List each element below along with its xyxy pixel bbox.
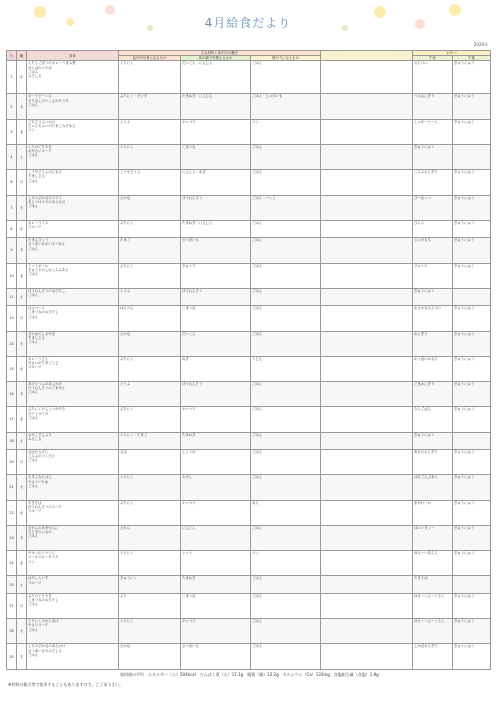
table-row bbox=[7, 61, 491, 94]
yellow-cell: ごはん bbox=[251, 407, 321, 432]
blank-cell bbox=[321, 331, 413, 356]
red-cell: ぶたにく bbox=[119, 407, 181, 432]
dow-cell: 水 bbox=[17, 61, 27, 94]
blank-cell bbox=[321, 525, 413, 550]
menu-cell: ちきんなんばん やさいいため ごはん bbox=[27, 475, 119, 500]
table-row bbox=[7, 94, 491, 119]
snack-am-cell: おうぼいおもち bbox=[413, 356, 453, 381]
menu-cell: カレーライス フルーツ bbox=[27, 220, 119, 237]
blank-cell bbox=[321, 119, 413, 144]
menu-cell: あげとうふのあんかけ ほうれんそうのごまあえ ごはん bbox=[27, 382, 119, 407]
snack-pm-cell bbox=[453, 576, 491, 593]
blank-cell bbox=[321, 306, 413, 331]
snack-pm-cell: ぎゅうにゅう bbox=[453, 94, 491, 119]
col-snack: おやつ bbox=[413, 51, 491, 56]
dow-cell: 月 bbox=[17, 593, 27, 618]
yellow-cell: ごはん・パンこ bbox=[251, 195, 321, 220]
yellow-cell: パン bbox=[251, 551, 321, 576]
yellow-cell: ごはん bbox=[251, 382, 321, 407]
col-snack-am: 午前 bbox=[413, 56, 453, 61]
green-cell: たまねぎ bbox=[181, 576, 251, 593]
col-group-title: 主な材料と体内での働き bbox=[119, 51, 321, 56]
snack-am-cell: フルーツ bbox=[413, 263, 453, 288]
snack-am-cell: ごまおにぎり bbox=[413, 382, 453, 407]
snack-am-cell: ゆるーつよーぐると bbox=[413, 619, 453, 644]
red-cell: とうふ bbox=[119, 119, 181, 144]
menu-cell: カレーうどん やさいのたまごとじ フルーツ bbox=[27, 356, 119, 381]
dow-cell: 水 bbox=[17, 356, 27, 381]
red-cell: はんぺん bbox=[119, 306, 181, 331]
menu-cell: とりのてりやき おやさいスープ ごはん bbox=[27, 145, 119, 170]
table-row bbox=[7, 525, 491, 550]
dow-cell: 月 bbox=[17, 450, 27, 475]
day-cell: 7 bbox=[7, 195, 17, 220]
green-cell: ほうれんそう bbox=[181, 382, 251, 407]
green-cell: ほうれんそう bbox=[181, 288, 251, 305]
dow-cell: 木 bbox=[17, 94, 27, 119]
table-row bbox=[7, 288, 491, 305]
green-cell: だいこん・にんじん bbox=[181, 61, 251, 94]
snack-pm-cell: ぎゅうにゅう bbox=[453, 551, 491, 576]
day-cell: 11 bbox=[7, 288, 17, 305]
blank-cell bbox=[321, 94, 413, 119]
col-red: 血や肉や骨になるもの bbox=[119, 56, 181, 61]
snack-am-cell: はいいきくー bbox=[413, 525, 453, 550]
day-cell: 17 bbox=[7, 407, 17, 432]
snack-pm-cell bbox=[453, 145, 491, 170]
snack-pm-cell: ぎゅうにゅう bbox=[453, 500, 491, 525]
blank-cell bbox=[321, 450, 413, 475]
table-row bbox=[7, 432, 491, 449]
green-cell: こまつな bbox=[181, 145, 251, 170]
dow-cell: 月 bbox=[17, 170, 27, 195]
notice-text: ※材料の都合等で変更することもありますので、ご了承下さい。 bbox=[8, 682, 124, 687]
green-cell: キャベツ bbox=[181, 500, 251, 525]
snack-am-cell: しかぼおにぎり bbox=[413, 644, 453, 670]
blank-cell bbox=[321, 432, 413, 449]
menu-cell: たまんぴょう さつまいものいそべあえ ごはん bbox=[27, 238, 119, 263]
snack-am-cell: しゃがーとーと bbox=[413, 119, 453, 144]
blank-cell bbox=[321, 576, 413, 593]
blank-cell bbox=[321, 263, 413, 288]
snack-pm-cell: ぎゅうにゅう bbox=[453, 593, 491, 618]
snack-am-cell: ぎゅうにゅう bbox=[413, 288, 453, 305]
yellow-cell: ごはん bbox=[251, 619, 321, 644]
red-cell: さかな bbox=[119, 331, 181, 356]
snack-pm-cell: ぎゅうにゅう bbox=[453, 331, 491, 356]
snack-am-cell: あさのおにぎり bbox=[413, 450, 453, 475]
menu-table bbox=[6, 50, 491, 670]
yellow-cell: ごはん bbox=[251, 170, 321, 195]
snack-pm-cell: ぎゅうにゅう bbox=[453, 306, 491, 331]
snack-pm-cell bbox=[453, 288, 491, 305]
red-cell: とりにく bbox=[119, 551, 181, 576]
dow-cell: 火 bbox=[17, 619, 27, 644]
snack-pm-cell: ぎゅうにゅう bbox=[453, 61, 491, 94]
red-cell: ぎゅうにく bbox=[119, 576, 181, 593]
nutrition-footer: 第四週の平均 エネルギー（エ）504kcal たんぱく質（た）17.1g 脂質（脂）12.2g カルシウム（Ca）133mg 食塩相当量（食塩）1.9g bbox=[120, 672, 379, 677]
snack-pm-cell: ぎゅうにゅう bbox=[453, 525, 491, 550]
menu-cell: ぶりのてりやき こまつなのおひたし ごはん bbox=[27, 593, 119, 618]
table-row bbox=[7, 119, 491, 144]
green-cell: ねぎ bbox=[181, 356, 251, 381]
green-cell: ほうれんそう bbox=[181, 195, 251, 220]
red-cell: こうやどうふ bbox=[119, 170, 181, 195]
green-cell: たまねぎ・にんじん bbox=[181, 220, 251, 237]
red-cell: ぶたにく bbox=[119, 220, 181, 237]
red-cell: さば bbox=[119, 450, 181, 475]
blank-cell bbox=[321, 407, 413, 432]
day-cell: 24 bbox=[7, 551, 17, 576]
blank-cell bbox=[321, 145, 413, 170]
day-cell: 8 bbox=[7, 220, 17, 237]
day-cell: 14 bbox=[7, 331, 17, 356]
green-cell: キャベツ bbox=[181, 619, 251, 644]
day-cell: 2 bbox=[7, 94, 17, 119]
yellow-cell: ごはん bbox=[251, 306, 321, 331]
menu-cell: しろみざかなのあんかけ さつまいものみそしる ごはん bbox=[27, 644, 119, 670]
green-cell: キャベツ bbox=[181, 119, 251, 144]
green-cell: こまつな bbox=[181, 306, 251, 331]
menu-cell: ほうれんそうのおひたし ごはん bbox=[27, 288, 119, 305]
dow-cell: 火 bbox=[17, 195, 27, 220]
day-cell: 23 bbox=[7, 525, 17, 550]
blank-cell bbox=[321, 288, 413, 305]
day-cell: 28 bbox=[7, 619, 17, 644]
menu-cell: しろみざかなのフライ あじつけのりのあえもの ごはん bbox=[27, 195, 119, 220]
snack-pm-cell: ぎゅうにゅう bbox=[453, 475, 491, 500]
day-cell: 30 bbox=[7, 644, 17, 670]
red-cell: ぶたにく bbox=[119, 500, 181, 525]
day-cell: 25 bbox=[7, 576, 17, 593]
blank-cell bbox=[321, 475, 413, 500]
yellow-cell: パン bbox=[251, 119, 321, 144]
menu-cell: とりにくのからあげ やさいスープ ごはん bbox=[27, 619, 119, 644]
yellow-cell: ごはん bbox=[251, 593, 321, 618]
green-cell: さつまいも bbox=[181, 238, 251, 263]
day-cell: 27 bbox=[7, 593, 17, 618]
green-cell: たまねぎ bbox=[181, 432, 251, 449]
red-cell: ぶり bbox=[119, 593, 181, 618]
dow-cell: 土 bbox=[17, 288, 27, 305]
snack-am-cell: おさかなせんべい bbox=[413, 306, 453, 331]
yellow-cell: ごはん bbox=[251, 288, 321, 305]
day-cell: 10 bbox=[7, 263, 17, 288]
menu-cell: さかなのしおやき すましじる ごはん bbox=[27, 331, 119, 356]
day-cell: 21 bbox=[7, 475, 17, 500]
day-cell: 9 bbox=[7, 238, 17, 263]
blank-cell bbox=[321, 238, 413, 263]
dow-cell: 火 bbox=[17, 475, 27, 500]
yellow-cell: ごはん bbox=[251, 576, 321, 593]
menu-cell: はやしらいす フルーツ bbox=[27, 576, 119, 593]
col-dow: 曜 bbox=[17, 51, 27, 61]
yellow-cell: ごはん bbox=[251, 238, 321, 263]
blank-cell bbox=[321, 356, 413, 381]
yellow-cell: ごはん bbox=[251, 525, 321, 550]
yellow-cell: ごはん bbox=[251, 145, 321, 170]
table-row bbox=[7, 238, 491, 263]
table-row bbox=[7, 170, 491, 195]
dow-cell: 土 bbox=[17, 145, 27, 170]
table-row bbox=[7, 644, 491, 670]
dow-cell: 金 bbox=[17, 551, 27, 576]
table-row bbox=[7, 500, 491, 525]
dow-cell: 土 bbox=[17, 576, 27, 593]
yellow-cell: ごはん bbox=[251, 475, 321, 500]
menu-cell: さばのみそに こんぶのつくだに ごはん bbox=[27, 450, 119, 475]
table-row bbox=[7, 382, 491, 407]
yellow-cell: ごはん bbox=[251, 450, 321, 475]
table-row bbox=[7, 145, 491, 170]
red-cell: とうふ bbox=[119, 288, 181, 305]
table-row bbox=[7, 450, 491, 475]
snack-pm-cell: ぎゅうにゅう bbox=[453, 619, 491, 644]
menu-cell: ぶたにくのしょうがやき ポテトサラダ ごはん bbox=[27, 407, 119, 432]
dow-cell: 水 bbox=[17, 500, 27, 525]
snack-pm-cell bbox=[453, 432, 491, 449]
table-row bbox=[7, 407, 491, 432]
snack-am-cell: ぴーなっつ bbox=[413, 195, 453, 220]
table-row bbox=[7, 551, 491, 576]
dow-cell: 木 bbox=[17, 238, 27, 263]
green-cell: さつまいも bbox=[181, 644, 251, 670]
snack-pm-cell: ぎゅうにゅう bbox=[453, 170, 491, 195]
menu-cell: チキンのトマトに コールスローサラダ パン bbox=[27, 551, 119, 576]
blank-cell bbox=[321, 220, 413, 237]
yellow-cell: ごはん bbox=[251, 263, 321, 288]
yellow-cell: ごはん bbox=[251, 644, 321, 670]
green-cell: にんじん bbox=[181, 525, 251, 550]
menu-cell: とりとごぼうのカレーうまみ煮 かんぱのいため ごはん みそしる bbox=[27, 61, 119, 94]
snack-am-cell: まぜわーお bbox=[413, 500, 453, 525]
day-cell: 13 bbox=[7, 306, 17, 331]
day-cell: 18 bbox=[7, 432, 17, 449]
red-cell: さかな bbox=[119, 195, 181, 220]
dow-cell: 木 bbox=[17, 644, 27, 670]
col-menu: 昼食 bbox=[27, 51, 119, 61]
col-green: 体の調子を整えるもの bbox=[181, 56, 251, 61]
day-cell: 4 bbox=[7, 145, 17, 170]
snack-am-cell: りんごぱん bbox=[413, 407, 453, 432]
menu-cell: ミートボール きゅうりのしおこんぶあえ ごはん bbox=[27, 263, 119, 288]
red-cell: とりにく bbox=[119, 145, 181, 170]
red-cell: とりにく・たまご bbox=[119, 432, 181, 449]
page-title: 4月給食だより bbox=[204, 16, 292, 30]
menu-cell: こうやどうふのにもの すましじる ごはん bbox=[27, 170, 119, 195]
red-cell: とりにく bbox=[119, 619, 181, 644]
blank-cell bbox=[321, 644, 413, 670]
dow-cell: 月 bbox=[17, 306, 27, 331]
dow-cell: 土 bbox=[17, 432, 27, 449]
day-cell: 22 bbox=[7, 500, 17, 525]
snack-pm-cell: ぎゅうにゅう bbox=[453, 263, 491, 288]
table-row bbox=[7, 356, 491, 381]
col-yellow: 熱や力になるもの bbox=[251, 56, 321, 61]
dow-cell: 金 bbox=[17, 119, 27, 144]
table-row bbox=[7, 593, 491, 618]
snack-am-cell: こんぶおにぎり bbox=[413, 170, 453, 195]
day-cell: 3 bbox=[7, 119, 17, 144]
snack-am-cell: やきそば bbox=[413, 576, 453, 593]
red-cell: さかな bbox=[119, 644, 181, 670]
red-cell: さわら bbox=[119, 525, 181, 550]
menu-cell: ごちそうぶっかけ ちゃんちゃいのたまごみそあえ パン bbox=[27, 119, 119, 144]
yellow-cell: ごはん bbox=[251, 331, 321, 356]
menu-cell: おやこどんぶり みそしる bbox=[27, 432, 119, 449]
snack-pm-cell: ぎゅうにゅう bbox=[453, 119, 491, 144]
day-cell: 16 bbox=[7, 382, 17, 407]
table-row bbox=[7, 331, 491, 356]
blank-cell bbox=[321, 382, 413, 407]
table-row bbox=[7, 263, 491, 288]
snack-pm-cell: ぎゅうにゅう bbox=[453, 238, 491, 263]
blank-cell bbox=[321, 619, 413, 644]
snack-am-cell: つるおにぎり bbox=[413, 94, 453, 119]
yellow-cell: めん bbox=[251, 500, 321, 525]
table-row bbox=[7, 195, 491, 220]
blank-cell bbox=[321, 500, 413, 525]
snack-am-cell: おにぎり bbox=[413, 331, 453, 356]
snack-pm-cell: ぎゅうにゅう bbox=[453, 407, 491, 432]
snack-am-cell: はなごんぶまん bbox=[413, 475, 453, 500]
green-cell: にんじん・ねぎ bbox=[181, 170, 251, 195]
menu-cell: さわらのあまからに ひじきのにもの ごはん bbox=[27, 525, 119, 550]
table-row bbox=[7, 619, 491, 644]
green-cell: きゅうり bbox=[181, 263, 251, 288]
snack-am-cell: ゆるーつよーぐると bbox=[413, 593, 453, 618]
green-cell: しょうが bbox=[181, 450, 251, 475]
dow-cell: 水 bbox=[17, 220, 27, 237]
day-cell: 6 bbox=[7, 170, 17, 195]
col-day: 日 bbox=[7, 51, 17, 61]
dow-cell: 金 bbox=[17, 407, 27, 432]
snack-am-cell: ぎゅうにゅう bbox=[413, 432, 453, 449]
year-label: 2020年 bbox=[473, 42, 488, 47]
menu-rows bbox=[7, 61, 491, 670]
green-cell: たまねぎ・にんじん bbox=[181, 94, 251, 119]
day-cell: 15 bbox=[7, 356, 17, 381]
green-cell: トマト bbox=[181, 551, 251, 576]
green-cell: キャベツ bbox=[181, 407, 251, 432]
col-blank bbox=[321, 51, 413, 61]
table-row bbox=[7, 306, 491, 331]
red-cell: とりにく bbox=[119, 61, 181, 94]
red-cell: とりにく bbox=[119, 475, 181, 500]
day-cell: 1 bbox=[7, 61, 17, 94]
green-cell: こまつな bbox=[181, 593, 251, 618]
menu-cell: やきそば ほうれんそうのスープ フルーツ bbox=[27, 500, 119, 525]
table-row bbox=[7, 475, 491, 500]
red-cell: ぶたにく・だいず bbox=[119, 94, 181, 119]
yellow-cell: ごはん bbox=[251, 61, 321, 94]
dow-cell: 火 bbox=[17, 331, 27, 356]
dow-cell: 木 bbox=[17, 525, 27, 550]
dow-cell: 金 bbox=[17, 263, 27, 288]
snack-pm-cell: ぎゅうにゅう bbox=[453, 382, 491, 407]
col-snack-pm: 午後 bbox=[453, 56, 491, 61]
table-row bbox=[7, 576, 491, 593]
red-cell: ぶたにく bbox=[119, 356, 181, 381]
green-cell: だいこん bbox=[181, 331, 251, 356]
yellow-cell: うどん bbox=[251, 356, 321, 381]
yellow-cell: ごはん bbox=[251, 220, 321, 237]
menu-cell: ポークビーンズ きりぼしだいこんのサラダ ごはん bbox=[27, 94, 119, 119]
menu-cell: はんぺーぐ こまつなのおひたし ごはん bbox=[27, 306, 119, 331]
snack-am-cell: せんべい bbox=[413, 61, 453, 94]
yellow-cell: ごはん・じゃがいも bbox=[251, 94, 321, 119]
snack-pm-cell: ぎゅうにゅう bbox=[453, 195, 491, 220]
yellow-cell: ごはん bbox=[251, 432, 321, 449]
snack-pm-cell: ぎゅうにゅう bbox=[453, 220, 491, 237]
snack-am-cell: ぎゅうにゅう bbox=[413, 145, 453, 170]
table-row bbox=[7, 220, 491, 237]
blank-cell bbox=[321, 593, 413, 618]
day-cell: 20 bbox=[7, 450, 17, 475]
red-cell: とうふ bbox=[119, 382, 181, 407]
blank-cell bbox=[321, 551, 413, 576]
snack-pm-cell: ぎゅうにゅう bbox=[453, 450, 491, 475]
green-cell: もやし bbox=[181, 475, 251, 500]
blank-cell bbox=[321, 170, 413, 195]
blank-cell bbox=[321, 195, 413, 220]
snack-am-cell: ゆるーつあんん bbox=[413, 551, 453, 576]
red-cell: たまご bbox=[119, 238, 181, 263]
red-cell: ぶたにく bbox=[119, 263, 181, 288]
dow-cell: 木 bbox=[17, 382, 27, 407]
snack-pm-cell: ぎゅうにゅう bbox=[453, 356, 491, 381]
snack-pm-cell: ぎゅうにゅう bbox=[453, 644, 491, 670]
blank-cell bbox=[321, 61, 413, 94]
snack-am-cell: じゃがもち bbox=[413, 238, 453, 263]
snack-am-cell: ひらら bbox=[413, 220, 453, 237]
